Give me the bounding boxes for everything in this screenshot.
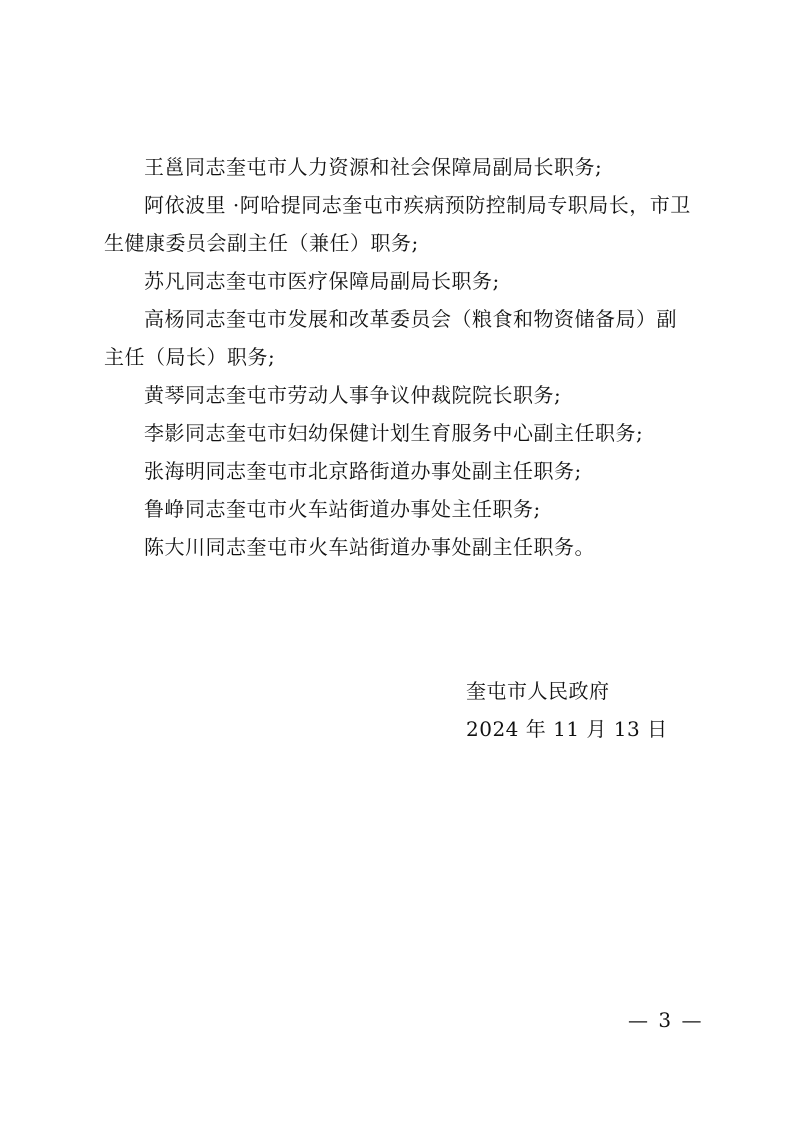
appointment-paragraph: 苏凡同志奎屯市医疗保障局副局长职务;	[144, 269, 500, 293]
page-number: — 3 —	[628, 1008, 704, 1032]
appointment-paragraph: 高杨同志奎屯市发展和改革委员会（粮食和物资储备局）副主任（局长）职务;	[104, 307, 677, 369]
appointment-paragraph: 阿依波里 ·阿哈提同志奎屯市疾病预防控制局专职局长，市卫生健康委员会副主任（兼任）职务;	[104, 193, 691, 255]
issuer-name: 奎屯市人民政府	[466, 679, 610, 703]
appointment-paragraph: 陈大川同志奎屯市火车站街道办事处副主任职务。	[144, 535, 595, 559]
document-body	[104, 148, 694, 566]
appointment-paragraph: 张海明同志奎屯市北京路街道办事处副主任职务;	[144, 459, 582, 483]
signature-block	[466, 672, 726, 748]
issue-date: 2024 年 11 月 13 日	[466, 717, 668, 741]
appointment-paragraph: 王邕同志奎屯市人力资源和社会保障局副局长职务;	[144, 155, 603, 179]
appointment-paragraph: 李影同志奎屯市妇幼保健计划生育服务中心副主任职务;	[144, 421, 644, 445]
appointment-paragraph: 鲁峥同志奎屯市火车站街道办事处主任职务;	[144, 497, 541, 521]
appointment-paragraph: 黄琴同志奎屯市劳动人事争议仲裁院院长职务;	[144, 383, 562, 407]
